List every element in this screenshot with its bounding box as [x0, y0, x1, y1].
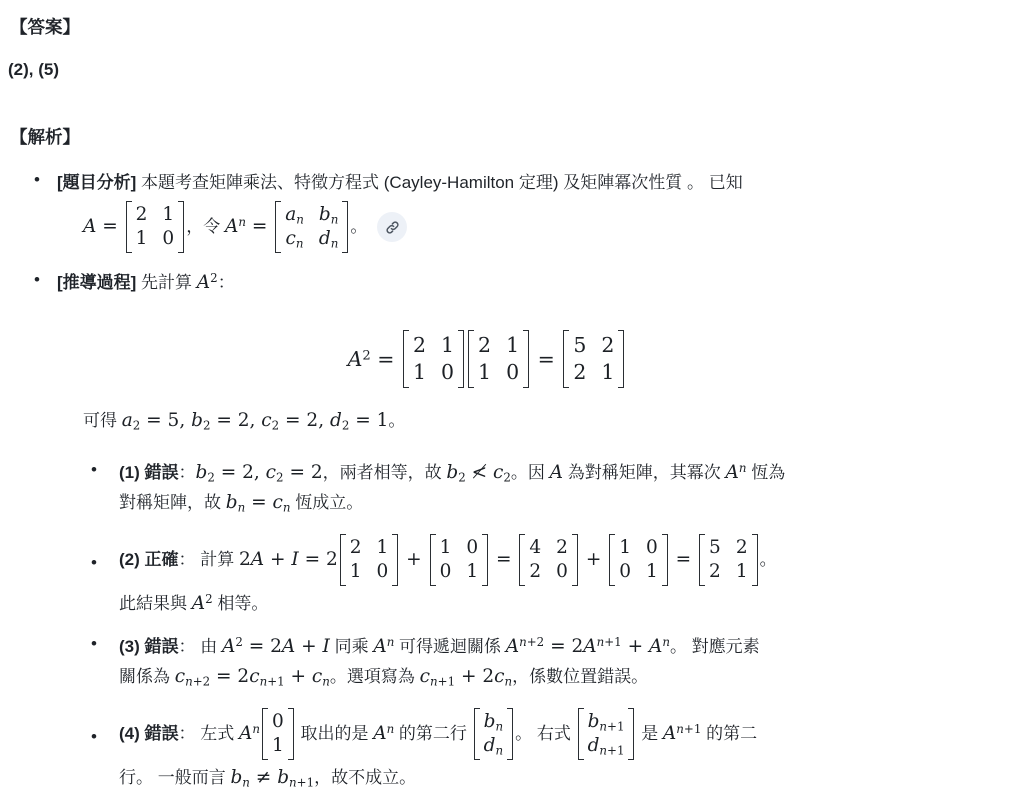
- text-segment: 取出的是: [295, 724, 374, 743]
- math-expression: $A^2$: [191, 592, 213, 614]
- text-segment: 行。 一般而言: [119, 768, 231, 787]
- matrix-cell: $d_n$: [318, 228, 339, 251]
- math-expression: $A^n$: [238, 722, 260, 744]
- math-expression: +: [400, 549, 428, 570]
- matrix-cell: 2: [135, 204, 148, 225]
- math-expression: 2A + I = 2: [238, 549, 338, 570]
- matrix-cell: 1: [439, 537, 452, 558]
- text-segment: ： 左式: [178, 724, 239, 743]
- text-segment: 此結果與: [119, 594, 192, 613]
- math-expression: $c_{n+2} = 2c_{n+1} + c_n$: [174, 666, 330, 689]
- math-expression: $b_n \ne b_{n+1}$: [230, 767, 315, 790]
- matrix-cell: 2: [529, 561, 542, 582]
- matrix-cell: 1: [162, 204, 175, 225]
- math-expression: $a_2 = 5$, $b_2 = 2$, $c_2 = 2$, $d_2 = 1$: [121, 410, 389, 433]
- option-3-line-2: [119, 662, 1014, 692]
- matrix-cell: 0: [271, 711, 284, 732]
- bold-text: (4) 錯誤: [119, 724, 179, 743]
- bold-text: [推導過程]: [57, 273, 137, 292]
- matrix: [126, 201, 185, 253]
- option-3-content: [119, 632, 1014, 692]
- text-segment: 同乘: [329, 637, 374, 656]
- option-2-line-2: [119, 589, 1014, 619]
- matrix-cell: 0: [466, 537, 479, 558]
- text-segment: ：: [217, 273, 235, 292]
- matrix-cell: 1: [646, 561, 658, 582]
- math-expression: $b_2$ ≮ $c_2$: [446, 462, 511, 485]
- matrix-cell: 0: [376, 561, 389, 582]
- text-segment: 恆成立。: [290, 493, 364, 512]
- math-expression: $b_n = c_n$: [225, 492, 291, 515]
- link-icon: [385, 220, 400, 235]
- math-expression: $A^{n+2} = 2A^{n+1} + A^n$: [505, 635, 670, 657]
- options-list: [91, 458, 1014, 793]
- math-expression: A: [549, 462, 564, 483]
- matrix-cell: 1: [271, 735, 284, 756]
- bullet-marker: •: [91, 727, 97, 746]
- bullet-marker: •: [91, 460, 97, 479]
- option-1-line-1: [119, 458, 1014, 488]
- text-segment: 。 右式: [515, 724, 576, 743]
- text-segment: ：: [178, 463, 196, 482]
- matrix-cell: 2: [709, 561, 721, 582]
- display-equation-wrap: [81, 327, 893, 391]
- option-1-content: [119, 458, 1014, 518]
- math-expression: $A^2$: [196, 271, 218, 293]
- text-segment: 相等。: [212, 594, 269, 613]
- matrix-cell: 2: [573, 360, 587, 384]
- matrix-cell: 2: [412, 333, 426, 357]
- matrix: [474, 708, 513, 760]
- matrix: [262, 708, 294, 760]
- bullet-marker: •: [91, 553, 97, 572]
- math-expression: $A^n$: [373, 635, 395, 657]
- matrix-cell: 1: [601, 360, 615, 384]
- math-expression: =: [490, 549, 518, 570]
- matrix-cell: $b_{n+1}$: [587, 711, 625, 734]
- math-expression: $A^n$ =: [224, 215, 274, 237]
- matrix-cell: 4: [529, 537, 542, 558]
- topic-analysis-content: [57, 168, 1014, 256]
- matrix-cell: 0: [506, 360, 520, 384]
- matrix-cell: 1: [440, 333, 455, 357]
- matrix: [340, 534, 399, 586]
- matrix-cell: 2: [478, 333, 492, 357]
- matrix-cell: 0: [440, 360, 455, 384]
- matrix: [609, 534, 668, 586]
- text-segment: ： 計算: [178, 550, 239, 569]
- text-segment: ，故不成立。: [314, 768, 417, 787]
- math-expression: $A^2 = 2A + I$: [221, 635, 330, 657]
- math-expression: $A^2$ =: [347, 347, 401, 371]
- matrix-cell: 2: [556, 537, 568, 558]
- text-segment: 。 對應元素: [669, 637, 760, 656]
- topic-analysis-item: [34, 168, 1014, 256]
- matrix-cell: 1: [412, 360, 426, 384]
- bullet-marker: •: [34, 170, 40, 189]
- topic-math-line: [83, 198, 1014, 256]
- text-segment: 。選項寫為: [329, 667, 420, 686]
- bold-text: (3) 錯誤: [119, 637, 179, 656]
- option-3-line-1: [119, 632, 1014, 662]
- display-equation: [348, 327, 627, 391]
- option-1-line-2: [119, 488, 1014, 518]
- text-segment: 是: [636, 724, 663, 743]
- math-expression: $A^n$: [373, 722, 395, 744]
- text-segment: 可得遞迴關係: [394, 637, 506, 656]
- matrix: [275, 201, 348, 253]
- matrix-cell: 0: [556, 561, 568, 582]
- text-segment: ，係數位置錯誤。: [512, 667, 649, 686]
- text-segment: 為對稱矩陣，其冪次: [563, 463, 726, 482]
- matrix-cell: 0: [162, 228, 175, 249]
- matrix: [563, 330, 624, 388]
- matrix-cell: $b_n$: [318, 204, 339, 227]
- math-expression: $A^n$: [725, 461, 747, 483]
- math-expression: +: [579, 549, 608, 570]
- matrix: [699, 534, 758, 586]
- matrix-cell: 2: [349, 537, 362, 558]
- matrix-cell: $b_n$: [483, 711, 504, 734]
- matrix-cell: $d_n$: [483, 735, 504, 758]
- matrix-cell: 5: [573, 333, 587, 357]
- math-expression: $A^{n+1}$: [662, 722, 702, 744]
- derivation-result-line: [83, 406, 1014, 436]
- text-segment: ，兩者相等，故: [322, 463, 447, 482]
- matrix-cell: 1: [735, 561, 748, 582]
- math-expression: =: [531, 347, 562, 371]
- matrix-cell: $a_n$: [285, 204, 304, 227]
- matrix-cell: 1: [506, 333, 520, 357]
- text-segment: ，令: [186, 217, 225, 236]
- matrix: [468, 330, 529, 388]
- bullet-marker: •: [34, 270, 40, 289]
- math-expression: $b_2 = 2$, $c_2 = 2$: [195, 462, 323, 485]
- text-segment: ： 由: [178, 637, 222, 656]
- text-segment: 。因: [510, 463, 550, 482]
- derivation-content: [57, 268, 1014, 806]
- matrix-cell: 1: [376, 537, 389, 558]
- matrix-cell: 0: [619, 561, 631, 582]
- option-1-item: [91, 458, 1014, 518]
- option-4-line-1: [119, 705, 1014, 763]
- matrix-cell: $d_{n+1}$: [587, 735, 625, 758]
- option-4-line-2: [119, 763, 1014, 793]
- text-segment: 的第二行: [394, 724, 472, 743]
- matrix-cell: 2: [601, 333, 615, 357]
- text-segment: 本題考查矩陣乘法、特徵方程式 (Cayley-Hamilton 定理) 及矩陣冪次性質 。 已知: [136, 173, 743, 192]
- text-segment: 恆為: [746, 463, 786, 482]
- option-2-content: [119, 531, 1014, 619]
- matrix: [578, 708, 635, 760]
- matrix-cell: 0: [646, 537, 658, 558]
- matrix-cell: 2: [735, 537, 748, 558]
- option-2-line-1: [119, 531, 1014, 589]
- derivation-intro-line: [57, 268, 1014, 298]
- bold-text: (2) 正確: [119, 550, 179, 569]
- matrix-cell: 5: [709, 537, 721, 558]
- matrix-cell: 1: [619, 537, 631, 558]
- topic-text-line: [57, 168, 1014, 198]
- text-segment: 。: [759, 550, 777, 569]
- bullet-marker: •: [91, 634, 97, 653]
- derivation-item: [34, 268, 1014, 806]
- matrix-cell: 0: [439, 561, 452, 582]
- text-segment: 。: [388, 411, 406, 430]
- analysis-heading: 【解析】: [10, 127, 80, 147]
- matrix-cell: 1: [135, 228, 148, 249]
- bold-text: (1) 錯誤: [119, 463, 179, 482]
- option-3-item: [91, 632, 1014, 692]
- text-segment: 可得: [83, 411, 122, 430]
- answer-value: (2), (5): [8, 60, 59, 79]
- option-2-item: [91, 531, 1014, 619]
- option-4-item: [91, 705, 1014, 793]
- matrix: [430, 534, 489, 586]
- matrix: [519, 534, 578, 586]
- text-segment: 。: [350, 217, 368, 236]
- bold-text: [題目分析]: [57, 173, 137, 192]
- text-segment: 對稱矩陣，故: [119, 493, 226, 512]
- analysis-list: [34, 168, 1014, 806]
- matrix: [403, 330, 464, 388]
- text-segment: 關係為: [119, 667, 175, 686]
- math-expression: A =: [83, 216, 124, 237]
- matrix-cell: $c_n$: [285, 228, 304, 251]
- option-4-content: [119, 705, 1014, 793]
- matrix-cell: 1: [478, 360, 492, 384]
- text-segment: 先計算: [136, 273, 197, 292]
- text-segment: 的第二: [701, 724, 758, 743]
- matrix-cell: 1: [466, 561, 479, 582]
- anchor-link-button[interactable]: [377, 212, 407, 242]
- matrix-cell: 1: [349, 561, 362, 582]
- math-expression: $c_{n+1} + 2c_n$: [419, 666, 513, 689]
- answer-heading: 【答案】: [10, 17, 80, 37]
- math-expression: =: [669, 549, 698, 570]
